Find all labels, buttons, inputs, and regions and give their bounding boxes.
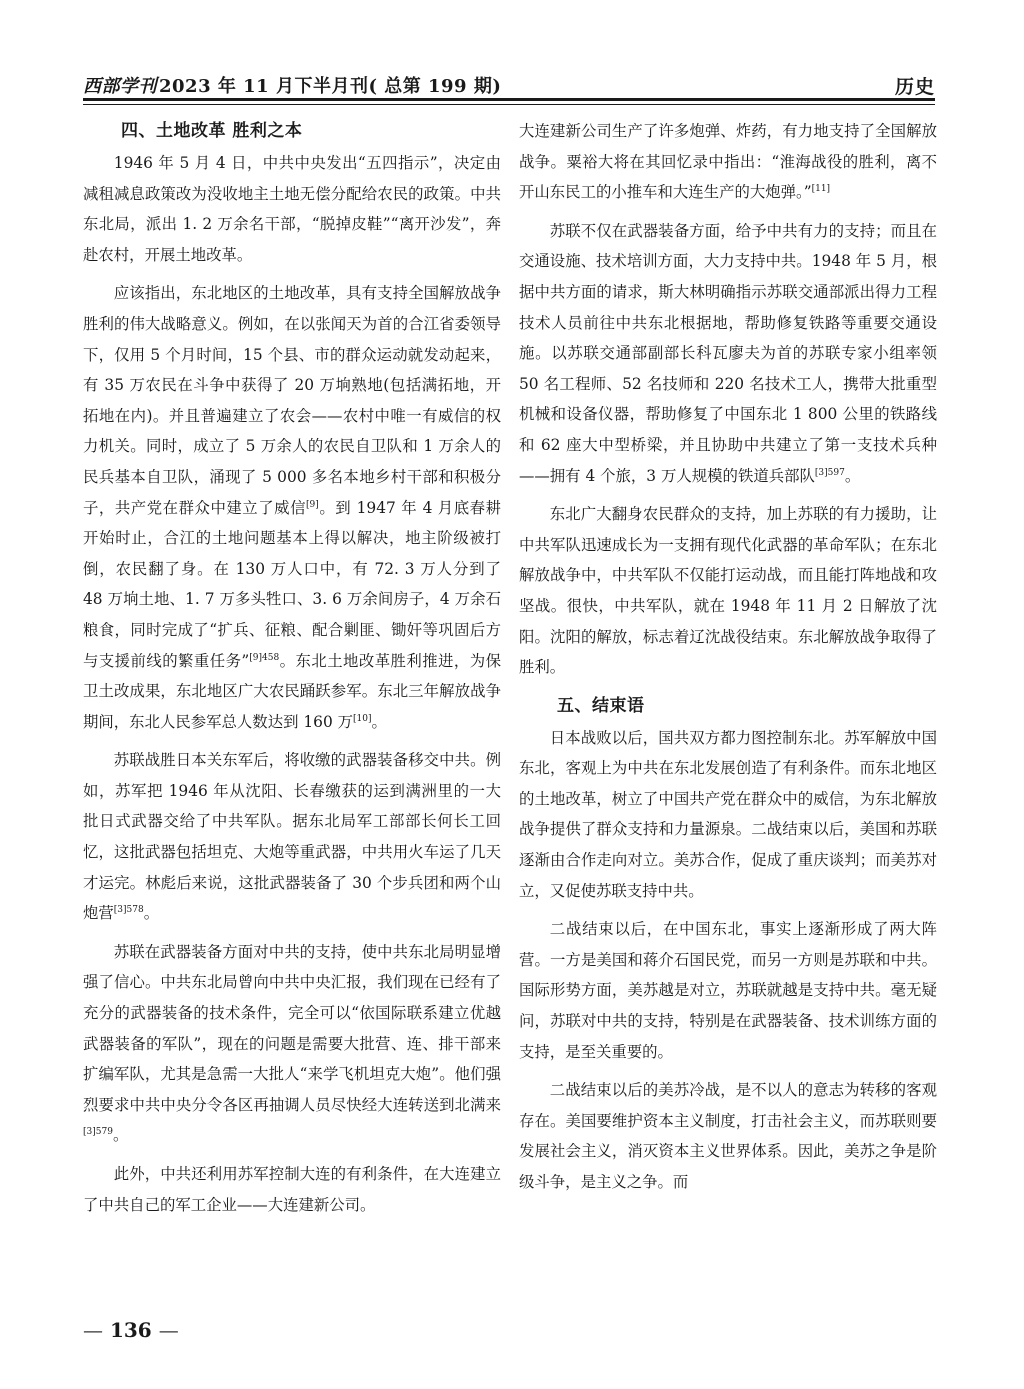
- section-heading-5: 五、结束语: [557, 695, 645, 716]
- journal-logo: 西部学刊: [83, 76, 157, 97]
- issue-label: 2023 年 11 月下半月刊( 总第 199 期): [159, 76, 502, 97]
- journal-issue-line: [83, 72, 501, 98]
- paragraph: 二战结束以后，在中国东北，事实上逐渐形成了两大阵营。一方是美国和蒋介石国民党，而另一方则是苏联和中共。国际形势方面，美苏越是对立，苏联就越是支持中共。毫无疑问，苏联对中共的支持，特别是在武器装备、技术训练方面的支持，是至关重要的。: [519, 920, 937, 1061]
- citation: [10]: [353, 713, 372, 724]
- section-label: 历史: [894, 76, 935, 98]
- citation: [9]458: [249, 652, 280, 663]
- paragraph: 应该指出，东北地区的土地改革，具有支持全国解放战争胜利的伟大战略意义。例如，在以张闻天为首的合江省委领导下，仅用 5 个月时间，15 个县、市的群众运动就发动起来，有 35 万农民在斗争中获得了 20 万垧熟地(包括满拓地，开拓地在内)。并且普遍建立了农会——农村中唯一有威信的权力机关。同时，成立了 5 万余人的农民自卫队和 1 万余人的民兵基本自卫队，涌现了 5 000 多名本地乡村干部和积极分子，共产党在群众中建立了威信[9]。到 1947 年 4 月底春耕开始时止，合江的土地问题基本上得以解决，地主阶级被打倒，农民翻了身。在 130 万人口中，有 72. 3 万人分到了 48 万垧土地、1. 7 万多头牲口、3. 6 万余间房子，4 万余石粮食，同时完成了“扩兵、征粮、配合剿匪、锄奸等巩固后方与支援前线的繁重任务”$^{[9]458}$。东北土地改革胜利推进，为保卫土改成果，东北地区广大农民踊跃参军。东北三年解放战争期间，东北人民参军总人数达到 160 万[10]。: [83, 284, 501, 731]
- paragraph: 此外，中共还利用苏军控制大连的有利条件，在大连建立了中共自己的军工企业——大连建新公司。: [83, 1165, 501, 1214]
- right-column: [519, 116, 937, 1206]
- header-rule-thick: [83, 98, 935, 101]
- header-rule-thin: [83, 104, 935, 105]
- citation: [11]: [811, 184, 831, 195]
- paragraph: 1946 年 5 月 4 日，中共中央发出“五四指示”，决定由减租减息政策改为没收地主土地无偿分配给农民的政策。中共东北局，派出 1. 2 万余名干部，“脱掉皮鞋”“离开沙发”，奔赴农村，开展土地改革。: [83, 154, 501, 264]
- paragraph: 苏联在武器装备方面对中共的支持，使中共东北局明显增强了信心。中共东北局曾向中共中央汇报，我们现在已经有了充分的武器装备的技术条件，完全可以“依国际联系建立优越武器装备的军队”，现在的问题是需要大批营、连、排干部来扩编军队，尤其是急需一大批人“来学飞机坦克大炮”。他们强烈要求中共中央分令各区再抽调人员尽快经大连转送到北满来$^{[3]579}$。: [83, 942, 501, 1145]
- citation: [3]597: [814, 467, 845, 478]
- page-number: — 136 —: [83, 1318, 179, 1342]
- paragraph: 苏联战胜日本关东军后，将收缴的武器装备移交中共。例如，苏军把 1946 年从沈阳、长春缴获的运到满洲里的一大批日式武器交给了中共军队。据东北局军工部部长何长工回忆，这批武器包括坦克、大炮等重武器，中共用火车运了几天才运完。林彪后来说，这批武器装备了 30 个步兵团和两个山炮营$^{[3]578}$。: [83, 751, 501, 923]
- paragraph: 东北广大翻身农民群众的支持，加上苏联的有力援助，让中共军队迅速成长为一支拥有现代化武器的革命军队；在东北解放战争中，中共军队不仅能打运动战，而且能打阵地战和攻坚战。很快，中共军队，就在 1948 年 11 月 2 日解放了沈阳。沈阳的解放，标志着辽沈战役结束。东北解放战争取得了胜利。: [519, 505, 937, 677]
- paragraph: 二战结束以后的美苏冷战，是不以人的意志为转移的客观存在。美国要维护资本主义制度，打击社会主义，而苏联则要发展社会主义，消灭资本主义世界体系。因此，美苏之争是阶级斗争，是主义之争。而: [519, 1081, 937, 1191]
- citation: [9]: [306, 499, 319, 510]
- left-column: [83, 116, 501, 1228]
- paragraph: 日本战败以后，国共双方都力图控制东北。苏军解放中国东北，客观上为中共在东北发展创造了有利条件。而东北地区的土地改革，树立了中国共产党在群众中的威信，为东北解放战争提供了群众支持和力量源泉。二战结束以后，美国和苏联逐渐由合作走向对立。美苏合作，促成了重庆谈判；而美苏对立，又促使苏联支持中共。: [519, 728, 937, 900]
- citation: [3]579: [83, 1127, 113, 1138]
- section-heading-4: 四、土地改革 胜利之本: [121, 121, 303, 141]
- citation: [3]578: [113, 905, 144, 916]
- paragraph: 苏联不仅在武器装备方面，给予中共有力的支持；而且在交通设施、技术培训方面，大力支持中共。1948 年 5 月，根据中共方面的请求，斯大林明确指示苏联交通部派出得力工程技术人员前往中共东北根据地，帮助修复铁路等重要交通设施。以苏联交通部副部长科瓦廖夫为首的苏联专家小组率领 50 名工程师、52 名技师和 220 名技术工人，携带大批重型机械和设备仪器，帮助修复了中国东北 1 800 公里的铁路线和 62 座大中型桥梁，并且协助中共建立了第一支技术兵种——拥有 4 个旅，3 万人规模的铁道兵部队$^{[3]597}$。: [519, 221, 937, 485]
- paragraph: 大连建新公司生产了许多炮弹、炸药，有力地支持了全国解放战争。粟裕大将在其回忆录中指出：“淮海战役的胜利，离不开山东民工的小推车和大连生产的大炮弹。”[11]: [519, 122, 937, 202]
